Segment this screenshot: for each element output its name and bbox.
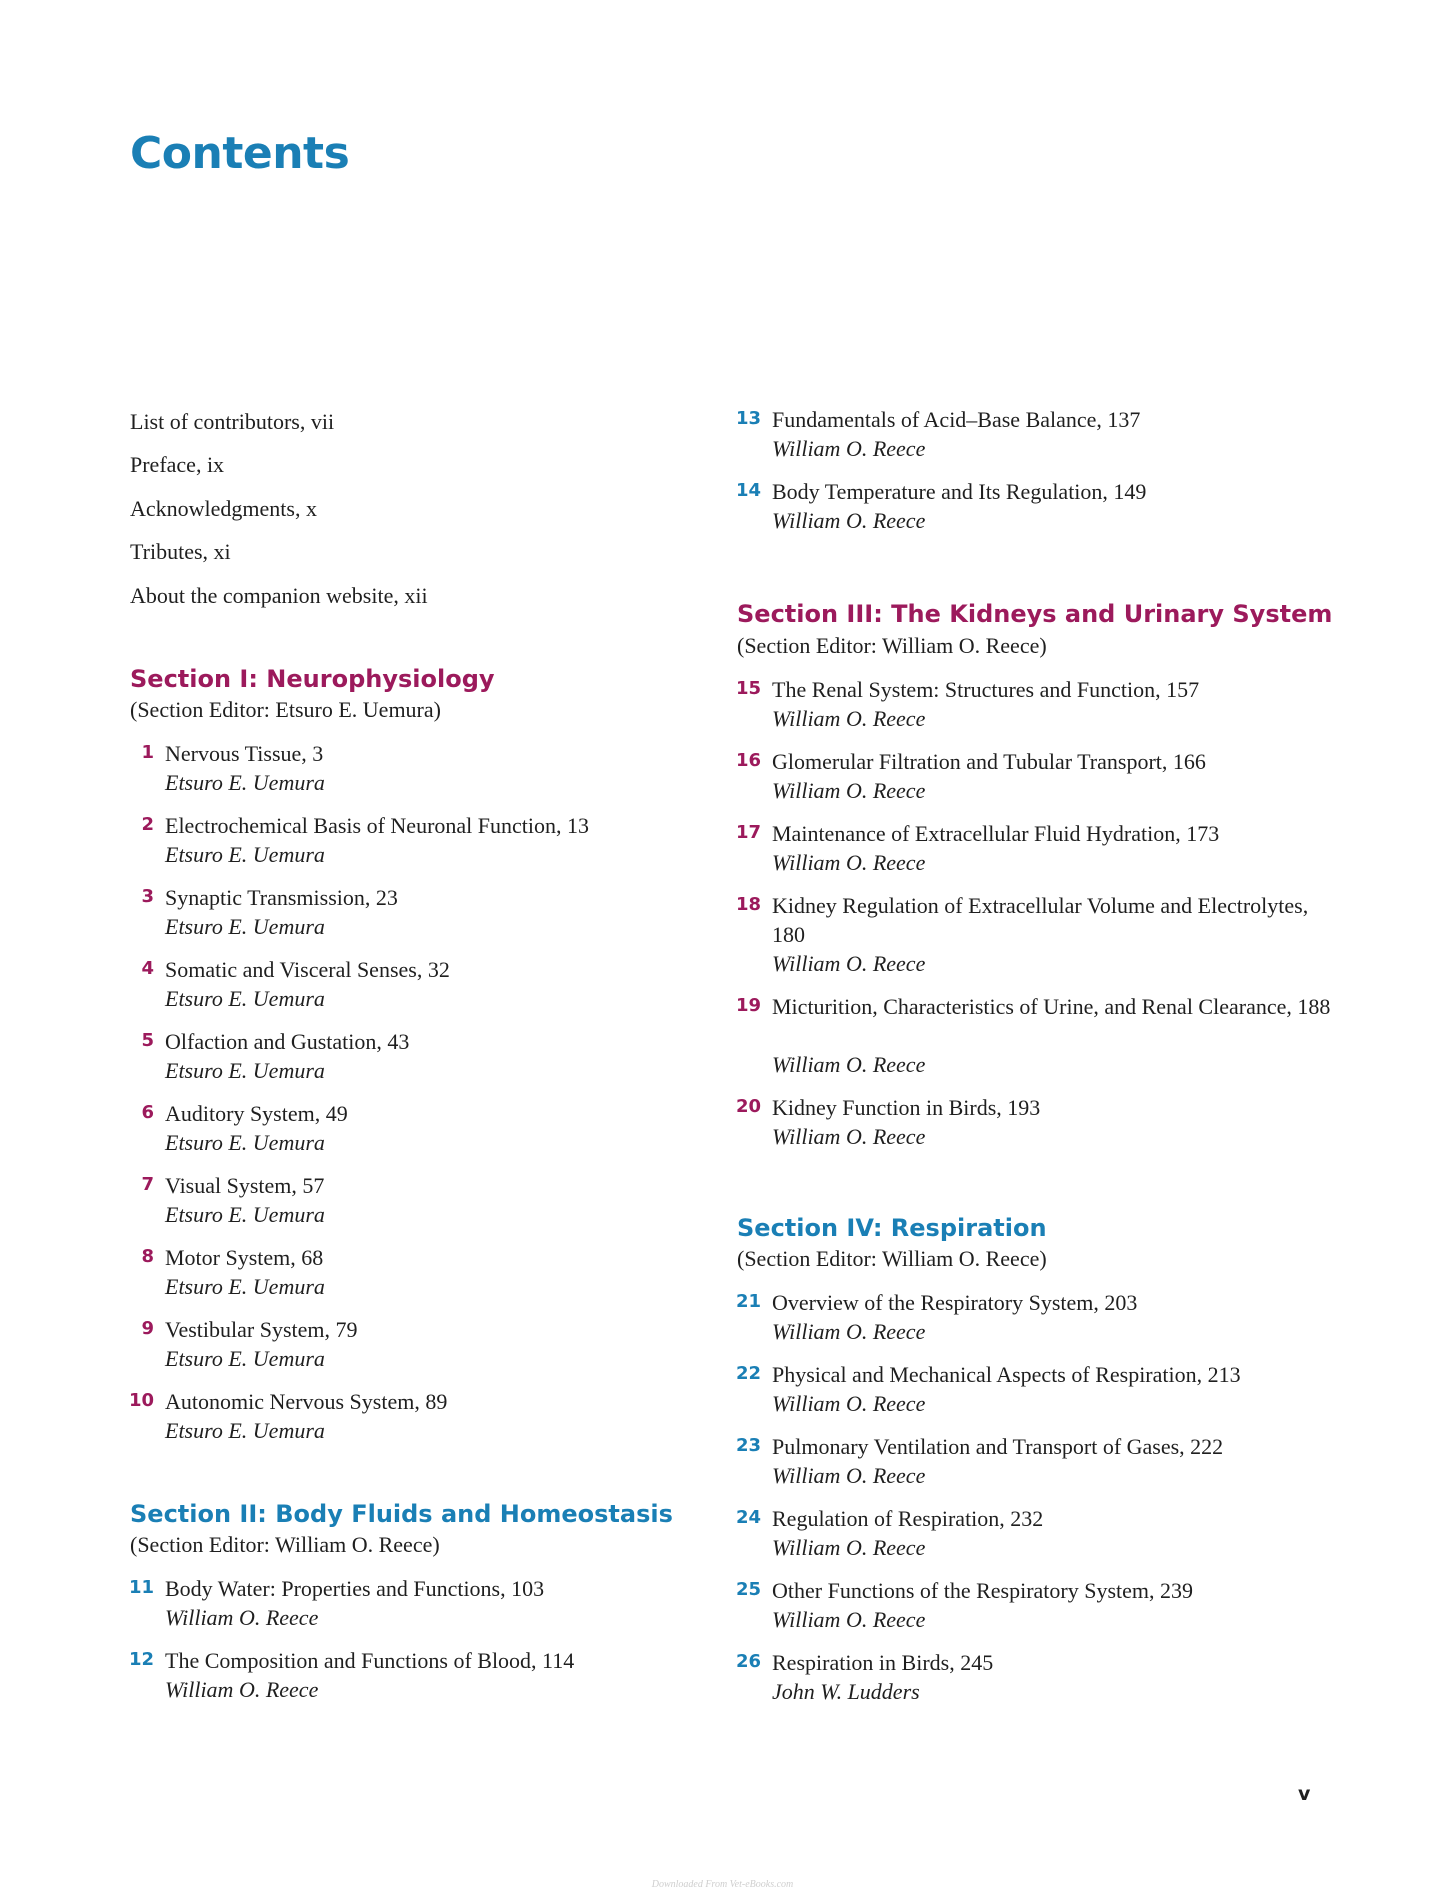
chapter-number: 12 [128, 1649, 154, 1670]
chapter-number: 3 [141, 886, 154, 907]
chapter-number: 26 [735, 1651, 761, 1672]
chapter-title: Electrochemical Basis of Neuronal Function, 13 [165, 813, 589, 838]
front-matter-tributes[interactable]: Tributes, xi [130, 539, 231, 564]
chapter-number: 22 [735, 1363, 761, 1384]
chapter-author: Etsuro E. Uemura [165, 1346, 325, 1371]
section-heading-kidneys[interactable]: Section III: The Kidneys and Urinary System [737, 600, 1333, 628]
chapter-number: 25 [735, 1579, 761, 1600]
chapter-title: Respiration in Birds, 245 [772, 1650, 994, 1675]
chapter-number: 23 [735, 1435, 761, 1456]
chapter-author: William O. Reece [165, 1677, 319, 1702]
section-editor: (Section Editor: William O. Reece) [737, 633, 1047, 658]
chapter-number: 13 [735, 408, 761, 429]
chapter-author: William O. Reece [772, 436, 926, 461]
chapter-title: Kidney Function in Birds, 193 [772, 1095, 1041, 1120]
chapter-author: William O. Reece [772, 1052, 926, 1077]
chapter-author: William O. Reece [772, 1607, 926, 1632]
chapter-author: Etsuro E. Uemura [165, 914, 325, 939]
chapter-number: 5 [141, 1030, 154, 1051]
chapter-author: Etsuro E. Uemura [165, 1418, 325, 1443]
chapter-title: Fundamentals of Acid–Base Balance, 137 [772, 407, 1141, 432]
chapter-title: Nervous Tissue, 3 [165, 741, 324, 766]
chapter-author: William O. Reece [772, 1463, 926, 1488]
chapter-number: 14 [735, 480, 761, 501]
chapter-number: 6 [141, 1102, 154, 1123]
chapter-author: William O. Reece [772, 778, 926, 803]
chapter-title: Physical and Mechanical Aspects of Respiration, 213 [772, 1362, 1241, 1387]
chapter-title: Vestibular System, 79 [165, 1317, 358, 1342]
section-editor: (Section Editor: Etsuro E. Uemura) [130, 697, 441, 722]
chapter-author: William O. Reece [772, 1124, 926, 1149]
chapter-number: 1 [141, 742, 154, 763]
chapter-title: Visual System, 57 [165, 1173, 325, 1198]
front-matter-acknowledgments[interactable]: Acknowledgments, x [130, 496, 317, 521]
chapter-author: John W. Ludders [772, 1679, 920, 1704]
chapter-title: Maintenance of Extracellular Fluid Hydration, 173 [772, 821, 1220, 846]
front-matter-contributors[interactable]: List of contributors, vii [130, 409, 335, 434]
chapter-title: Motor System, 68 [165, 1245, 324, 1270]
chapter-author: William O. Reece [165, 1605, 319, 1630]
chapter-number: 18 [735, 894, 761, 915]
chapter-title: Body Temperature and Its Regulation, 149 [772, 479, 1147, 504]
chapter-author: William O. Reece [772, 850, 926, 875]
chapter-author: Etsuro E. Uemura [165, 1274, 325, 1299]
chapter-title: Auditory System, 49 [165, 1101, 348, 1126]
chapter-number: 20 [735, 1096, 761, 1117]
chapter-author: William O. Reece [772, 508, 926, 533]
section-heading-body-fluids[interactable]: Section II: Body Fluids and Homeostasis [130, 1500, 673, 1528]
section-editor: (Section Editor: William O. Reece) [737, 1246, 1047, 1271]
chapter-author: Etsuro E. Uemura [165, 1202, 325, 1227]
chapter-number: 11 [128, 1577, 154, 1598]
chapter-title: Kidney Regulation of Extracellular Volume and Electrolytes, 180 [772, 893, 1309, 947]
chapter-author: William O. Reece [772, 1319, 926, 1344]
chapter-number: 17 [735, 822, 761, 843]
chapter-title: The Composition and Functions of Blood, 114 [165, 1648, 575, 1673]
section-heading-respiration[interactable]: Section IV: Respiration [737, 1214, 1047, 1242]
chapter-author: William O. Reece [772, 1535, 926, 1560]
chapter-number: 8 [141, 1246, 154, 1267]
chapter-title: Pulmonary Ventilation and Transport of Gases, 222 [772, 1434, 1224, 1459]
chapter-title: Autonomic Nervous System, 89 [165, 1389, 448, 1414]
chapter-author: Etsuro E. Uemura [165, 1130, 325, 1155]
chapter-author: Etsuro E. Uemura [165, 842, 325, 867]
page-title: Contents [130, 128, 350, 179]
page-number: v [1298, 1783, 1311, 1805]
chapter-title: The Renal System: Structures and Function, 157 [772, 677, 1200, 702]
chapter-author: William O. Reece [772, 1391, 926, 1416]
chapter-title: Glomerular Filtration and Tubular Transport, 166 [772, 749, 1206, 774]
front-matter-companion-website[interactable]: About the companion website, xii [130, 583, 428, 608]
chapter-number: 24 [735, 1507, 761, 1528]
chapter-number: 7 [141, 1174, 154, 1195]
chapter-number: 10 [128, 1390, 154, 1411]
chapter-number: 19 [735, 995, 761, 1016]
chapter-number: 4 [141, 958, 154, 979]
front-matter-preface[interactable]: Preface, ix [130, 452, 225, 477]
section-editor: (Section Editor: William O. Reece) [130, 1532, 440, 1557]
chapter-number: 15 [735, 678, 761, 699]
chapter-author: William O. Reece [772, 951, 926, 976]
chapter-title: Micturition, Characteristics of Urine, and Renal Clearance, 188 [772, 994, 1331, 1019]
chapter-title: Regulation of Respiration, 232 [772, 1506, 1044, 1531]
chapter-title: Somatic and Visceral Senses, 32 [165, 957, 450, 982]
chapter-author: Etsuro E. Uemura [165, 986, 325, 1011]
chapter-title: Synaptic Transmission, 23 [165, 885, 398, 910]
chapter-author: Etsuro E. Uemura [165, 1058, 325, 1083]
chapter-number: 2 [141, 814, 154, 835]
chapter-title: Other Functions of the Respiratory System, 239 [772, 1578, 1194, 1603]
chapter-title: Body Water: Properties and Functions, 103 [165, 1576, 545, 1601]
chapter-number: 9 [141, 1318, 154, 1339]
chapter-number: 16 [735, 750, 761, 771]
chapter-author: Etsuro E. Uemura [165, 770, 325, 795]
chapter-title: Olfaction and Gustation, 43 [165, 1029, 410, 1054]
watermark: Downloaded From Vet-eBooks.com [651, 1879, 794, 1890]
chapter-author: William O. Reece [772, 706, 926, 731]
chapter-number: 21 [735, 1291, 761, 1312]
chapter-title: Overview of the Respiratory System, 203 [772, 1290, 1138, 1315]
section-heading-neurophysiology[interactable]: Section I: Neurophysiology [130, 665, 495, 693]
